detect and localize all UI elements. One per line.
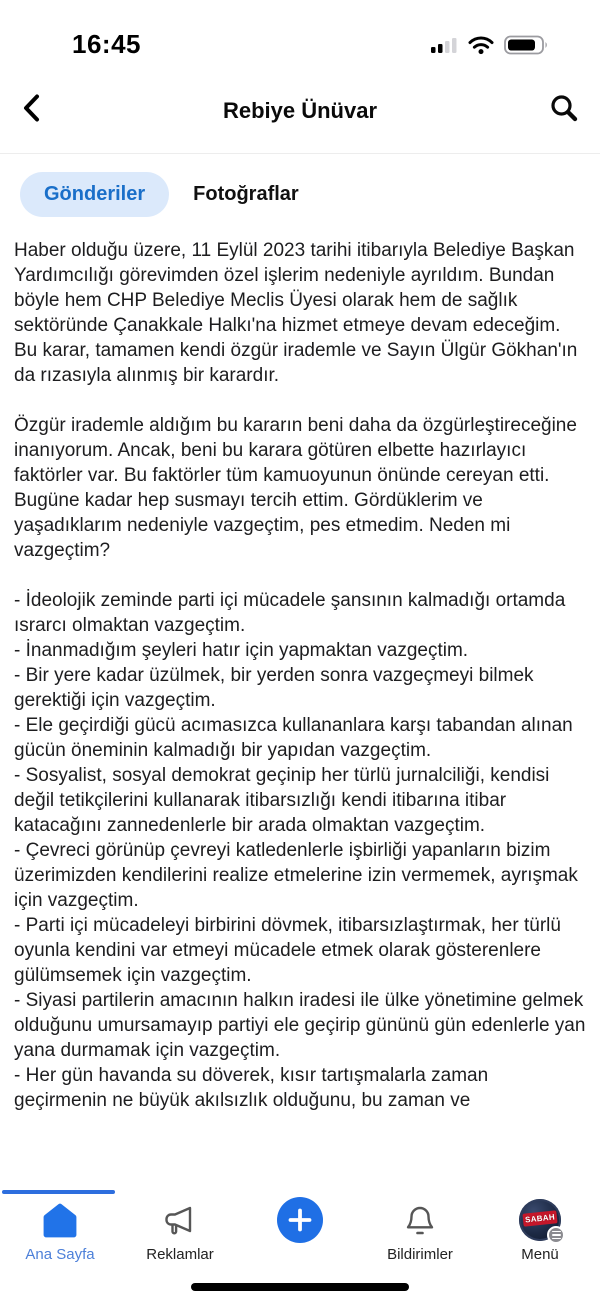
home-indicator[interactable]	[191, 1283, 409, 1291]
search-icon	[549, 93, 579, 128]
tab-bar	[0, 154, 600, 237]
clock: 16:45	[72, 29, 141, 59]
post-list-item: - Ele geçirdiği gücü acımasızca kullananlara karşı tabandan alınan gücün öneminin kalmadığı bir yapıdan vazgeçtim.	[14, 715, 573, 761]
post-list-item: - İnanmadığım şeyleri hatır için yapmaktan vazgeçtim.	[14, 640, 469, 661]
nav-label-menu: Menü	[521, 1246, 559, 1263]
post-list-item: - Bir yere kadar üzülmek, bir yerden sonra vazgeçmeyi bilmek gerektiği için vazgeçtim.	[14, 665, 534, 711]
post-paragraph: Özgür irademle aldığım bu kararın beni daha da özgürleştireceğine inanıyorum. Ancak, beni bu karara götüren elbette hazırlayıcı faktörler var. Bu faktörler tüm kamuoyunun önünde cereyan etti. Bugüne kadar hep susmayı tercih ettim. Gördüklerim ve yaşadıklarım nedeniyle vazgeçtim, pes etmedim. Neden mi vazgeçtim?	[14, 415, 577, 561]
battery-icon	[504, 35, 550, 60]
nav-item-create[interactable]	[240, 1200, 360, 1272]
tab-fotograflar[interactable]: Fotoğraflar	[193, 183, 299, 205]
scroll-progress-bar	[2, 1190, 115, 1194]
nav-item-menu[interactable]	[480, 1200, 600, 1272]
plus-icon	[277, 1197, 323, 1243]
post-list-item: - Parti içi mücadeleyi birbirini dövmek, itibarsızlaştırmak, her türlü oyunla kendini var etmeyi mücadele etmek olarak gösterenlere gülümsemek için vazgeçtim.	[14, 915, 561, 986]
post-list-item: - Sosyalist, sosyal demokrat geçinip her türlü jurnalciliği, kendisi değil tetikçilerini kullanarak itibarsızlığı kendi itibarına itibar katacağını zannedenlerle bir arada olmaktan vazgeçtim.	[14, 765, 550, 836]
sabah-logo-text: SABAH	[522, 1210, 557, 1226]
status-icons	[430, 35, 550, 60]
home-icon	[40, 1200, 80, 1242]
tab-gonderiler[interactable]: Gönderiler	[20, 172, 169, 217]
nav-item-notifications[interactable]	[360, 1200, 480, 1272]
post-list-item: - Çevreci görünüp çevreyi katledenlerle işbirliği yapanların bizim üzerimizden kendilerini realize etmelerine izin vermemek, ayrışmak için vazgeçtim.	[14, 840, 578, 911]
post-list-item: - İdeolojik zeminde parti içi mücadele şansının kalmadığı ortamda ısrarcı olmaktan vazgeçtim.	[14, 590, 566, 636]
post-list-item: - Her gün havanda su döverek, kısır tartışmalarla zaman geçirmenin ne büyük akılsızlık olduğunu, bu zaman ve	[14, 1065, 489, 1111]
nav-item-ads[interactable]	[120, 1200, 240, 1272]
page-title: Rebiye Ünüvar	[222, 97, 378, 123]
bottom-nav	[0, 1190, 600, 1300]
bell-icon	[402, 1200, 438, 1242]
nav-items	[0, 1190, 600, 1272]
nav-label-notifications: Bildirimler	[387, 1246, 453, 1263]
nav-label-home: Ana Sayfa	[25, 1246, 95, 1263]
chevron-left-icon	[22, 93, 42, 128]
search-button[interactable]	[546, 93, 582, 129]
nav-item-home[interactable]	[0, 1200, 120, 1272]
nav-label-ads: Reklamlar	[146, 1246, 214, 1263]
cellular-signal-icon	[430, 36, 458, 59]
status-bar	[0, 0, 600, 68]
back-button[interactable]	[22, 94, 52, 128]
megaphone-icon	[161, 1200, 199, 1242]
post-paragraph: Haber olduğu üzere, 11 Eylül 2023 tarihi itibarıyla Belediye Başkan Yardımcılığı görevimden özel işlerim nedeniyle ayrıldım. Bundan böyle hem CHP Belediye Meclis Üyesi olarak hem de sağlık sektöründe Çanakkale Halkı'na hizmet etmeye devam edeceğim. Bu karar, tamamen kendi özgür irademle ve Sayın Ülgür Gökhan'ın da rızasıyla alınmış bir karardır.	[14, 240, 578, 386]
post-body[interactable]	[0, 237, 600, 1187]
post-list-item: - Siyasi partilerin amacının halkın iradesi ile ülke yönetimine gelmek olduğunu umursamayıp partiyi ele geçirip gününü gün edenlerle yan yana durmamak için vazgeçtim.	[14, 990, 586, 1061]
sabah-logo-icon	[519, 1199, 561, 1241]
header	[0, 68, 600, 154]
wifi-icon	[468, 36, 494, 60]
hamburger-menu-icon	[547, 1226, 565, 1244]
